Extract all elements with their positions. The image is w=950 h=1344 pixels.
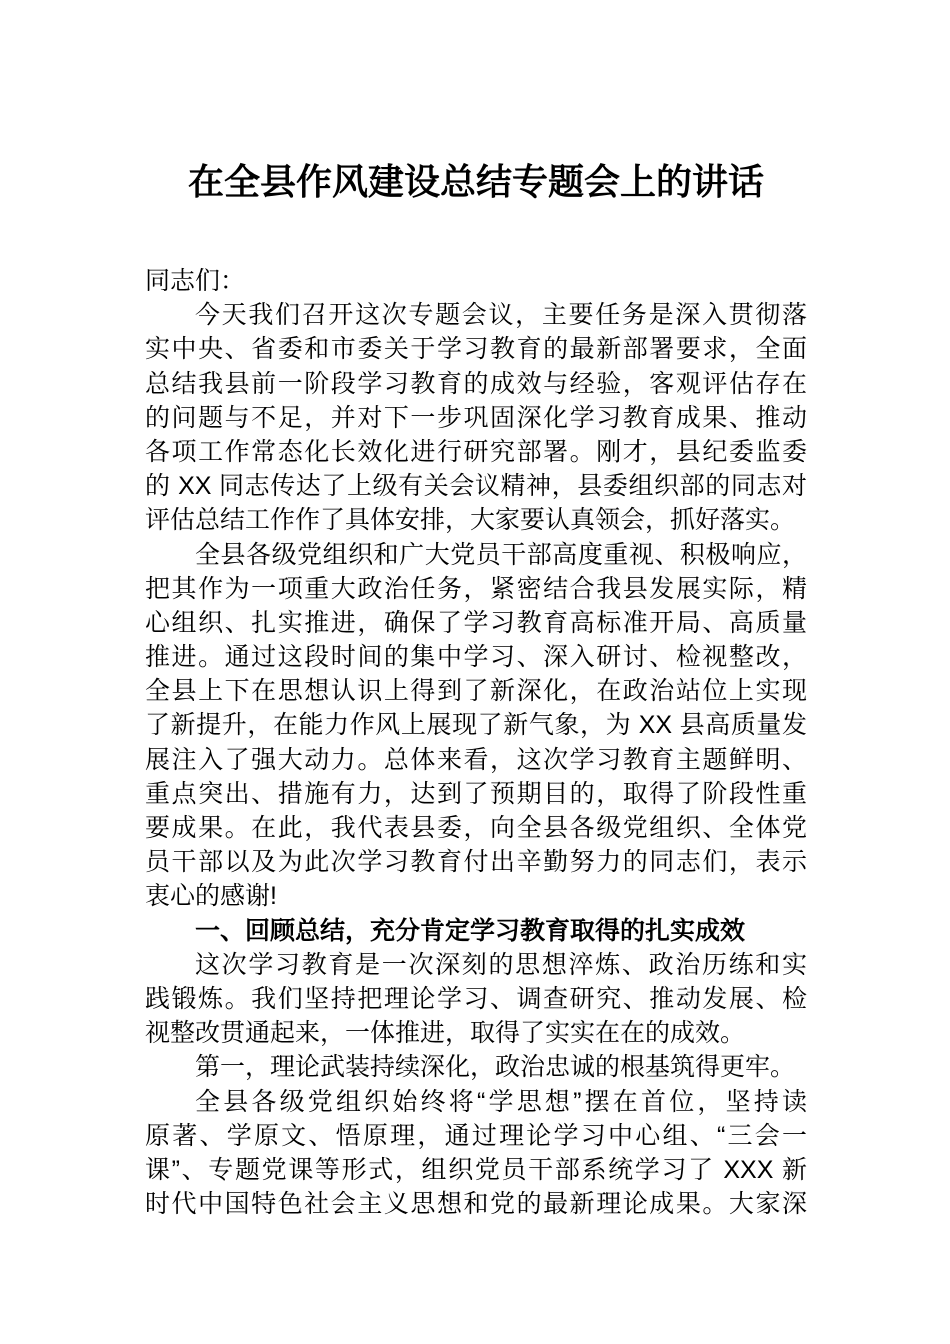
text-line: 践锻炼。我们坚持把理论学习、调查研究、推动发展、检 [145, 984, 807, 1013]
text-line: 各项工作常态化长效化进行研究部署。刚才，县纪委监委 [145, 437, 807, 466]
text-line: 衷心的感谢! [145, 882, 277, 911]
text-line: 评估总结工作作了具体安排，大家要认真领会，抓好落实。 [145, 506, 796, 535]
text-line: 员干部以及为此次学习教育付出辛勤努力的同志们，表示 [145, 848, 807, 877]
text-line: 时代中国特色社会主义思想和党的最新理论成果。大家深 [145, 1190, 807, 1219]
text-line: 全县上下在思想认识上得到了新深化，在政治站位上实现 [145, 677, 807, 706]
text-line: 课”、专题党课等形式，组织党员干部系统学习了 XXX 新 [145, 1155, 807, 1184]
text-line: 心组织、扎实推进，确保了学习教育高标准开局、高质量 [145, 608, 807, 637]
text-line: 全县各级党组织始终将“学思想”摆在首位，坚持读 [195, 1087, 807, 1116]
section-heading-line: 一、回顾总结，充分肯定学习教育取得的扎实成效 [195, 916, 746, 945]
text-line: 推进。通过这段时间的集中学习、深入研讨、检视整改， [145, 643, 807, 672]
text-line: 同志们： [145, 267, 246, 295]
text-line: 展注入了强大动力。总体来看，这次学习教育主题鲜明、 [145, 745, 807, 774]
text-line: 全县各级党组织和广大党员干部高度重视、积极响应， [195, 540, 807, 569]
text-line: 总结我县前一阶段学习教育的成效与经验，客观评估存在 [145, 369, 807, 398]
text-line: 的问题与不足，并对下一步巩固深化学习教育成果、推动 [145, 403, 807, 432]
document-body [145, 264, 807, 1221]
text-line: 实中央、省委和市委关于学习教育的最新部署要求，全面 [145, 335, 807, 364]
text-line: 视整改贯通起来，一体推进，取得了实实在在的成效。 [145, 1019, 746, 1048]
text-line: 的 XX 同志传达了上级有关会议精神，县委组织部的同志对 [145, 472, 807, 501]
text-line: 原著、学原文、悟原理，通过理论学习中心组、“三会一 [145, 1121, 807, 1150]
text-line: 这次学习教育是一次深刻的思想淬炼、政治历练和实 [195, 950, 807, 979]
document-title: 在全县作风建设总结专题会上的讲话 [187, 161, 764, 202]
text-line: 把其作为一项重大政治任务，紧密结合我县发展实际，精 [145, 574, 807, 603]
text-line: 了新提升，在能力作风上展现了新气象，为 XX 县高质量发 [145, 711, 807, 740]
text-line: 今天我们召开这次专题会议，主要任务是深入贯彻落 [195, 301, 807, 330]
text-line: 要成果。在此，我代表县委，向全县各级党组织、全体党 [145, 814, 807, 842]
text-line: 重点突出、措施有力，达到了预期目的，取得了阶段性重 [145, 779, 807, 808]
text-line: 第一，理论武装持续深化，政治忠诚的根基筑得更牢。 [195, 1053, 796, 1082]
